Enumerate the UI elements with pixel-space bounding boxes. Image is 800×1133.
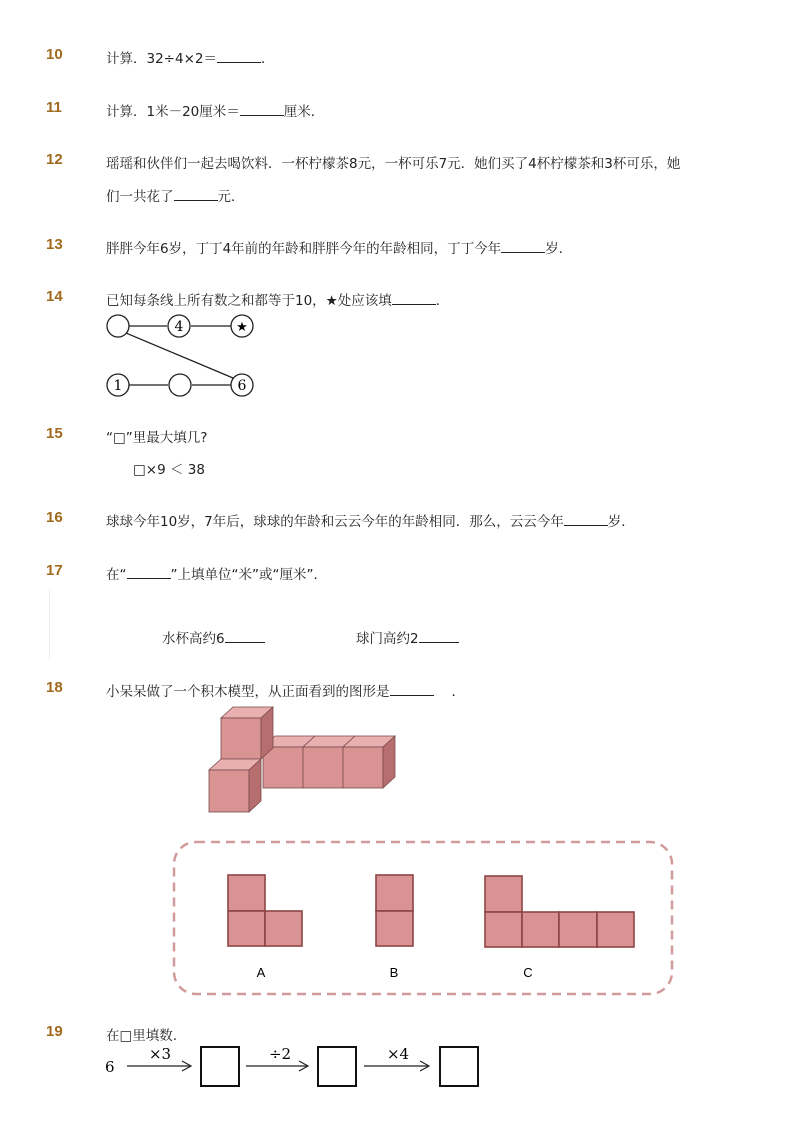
margin-line — [49, 590, 50, 660]
question-text — [106, 680, 465, 700]
answer-blank[interactable] — [174, 187, 218, 201]
cube-front-face — [221, 718, 261, 759]
option-a-square — [228, 875, 265, 911]
cube-front-face — [209, 770, 249, 812]
cube-front-face — [263, 747, 303, 788]
option-c-square — [597, 912, 634, 947]
question-text — [106, 237, 572, 257]
question-text-before: 们一共花了 — [106, 189, 174, 205]
block-model-figure — [200, 700, 410, 820]
option-a-square — [228, 911, 265, 946]
question-text — [106, 563, 327, 583]
question-text-after: ． — [260, 51, 275, 67]
option-b-square — [376, 875, 413, 911]
question-text-after: ． — [451, 684, 465, 700]
question-text-after: ”上填单位“米”或“厘米”． — [170, 567, 327, 583]
option-c-square — [522, 912, 559, 947]
sub-item-text: 水杯高约6 — [162, 631, 225, 647]
option-c-square — [559, 912, 597, 947]
answer-box[interactable] — [440, 1047, 478, 1086]
question-number: 15 — [46, 425, 63, 442]
question-text — [106, 100, 324, 120]
answer-blank[interactable] — [217, 49, 261, 63]
answer-blank[interactable] — [501, 239, 545, 253]
option-label-c: C — [523, 965, 533, 980]
question-text-before: 小呆呆做了一个积木模型，从正面看到的图形是 — [106, 684, 390, 700]
question-number: 14 — [46, 288, 63, 305]
option-c-square — [485, 912, 522, 947]
answer-blank[interactable] — [390, 682, 434, 696]
question-number: 11 — [46, 99, 62, 116]
question-number: 12 — [46, 151, 63, 168]
option-a-square — [265, 911, 302, 946]
operation-label: ÷2 — [268, 1045, 292, 1063]
node-label: 4 — [174, 319, 184, 335]
sub-item-text: 球门高约2 — [356, 631, 419, 647]
start-number: 6 — [105, 1058, 115, 1076]
quote-blank — [127, 565, 171, 579]
cube-front-face — [303, 747, 343, 788]
star-node-label: ★ — [236, 320, 248, 335]
question-text-line2 — [106, 185, 245, 205]
question-text — [106, 289, 449, 309]
answer-blank[interactable] — [225, 629, 265, 643]
answer-blank[interactable] — [419, 629, 459, 643]
question-number: 19 — [46, 1023, 63, 1040]
question-text-before: 在“ — [106, 567, 127, 583]
question-text-before: 计算．32÷4×2＝ — [106, 51, 217, 67]
option-c-square — [485, 876, 522, 912]
sub-item-1 — [162, 627, 265, 647]
question-text-after: 元． — [217, 189, 245, 205]
number-line-diagram — [100, 310, 260, 400]
question-number: 17 — [46, 562, 63, 579]
answer-blank[interactable] — [564, 512, 608, 526]
question-number: 10 — [46, 46, 63, 63]
operation-chain — [100, 1042, 490, 1092]
diagram-node — [107, 315, 129, 337]
options-box — [172, 840, 674, 996]
question-text-before: 球球今年10岁，7年后，球球的年龄和云云今年的年龄相同．那么，云云今年 — [106, 514, 564, 530]
question-text: 在□里填数. — [106, 1028, 178, 1044]
option-label-b: B — [389, 965, 399, 980]
node-label: 6 — [237, 378, 247, 394]
operation-label: ×4 — [386, 1045, 410, 1063]
sub-item-2 — [356, 627, 459, 647]
node-label: 1 — [113, 378, 123, 394]
question-text — [106, 510, 635, 530]
diagram-node — [169, 374, 191, 396]
question-number: 18 — [46, 679, 63, 696]
answer-box[interactable] — [201, 1047, 239, 1086]
question-text: “□”里最大填几? — [106, 430, 208, 446]
cube-front-face — [343, 747, 383, 788]
inequality-expression: □×9 ＜ 38 — [133, 462, 205, 478]
question-text-before: 计算．1米－20厘米＝ — [106, 104, 240, 120]
answer-blank[interactable] — [392, 291, 436, 305]
answer-blank[interactable] — [240, 102, 284, 116]
question-text-after: ． — [435, 293, 450, 309]
operation-label: ×3 — [148, 1045, 172, 1063]
answer-box[interactable] — [318, 1047, 356, 1086]
option-b-square — [376, 911, 413, 946]
question-text-after: 厘米． — [283, 104, 325, 120]
diagram-line — [126, 333, 233, 378]
question-text-before: 胖胖今年6岁，丁丁4年前的年龄和胖胖今年的年龄相同，丁丁今年 — [106, 241, 502, 257]
question-number: 13 — [46, 236, 63, 253]
question-text-before: 已知每条线上所有数之和都等于10，★处应该填 — [106, 293, 392, 309]
question-text — [106, 47, 274, 67]
question-text-after: 岁． — [607, 514, 635, 530]
question-number: 16 — [46, 509, 63, 526]
option-label-a: A — [256, 965, 266, 980]
question-text-after: 岁． — [545, 241, 573, 257]
question-text-line1: 瑶瑶和伙伴们一起去喝饮料．一杯柠檬茶8元，一杯可乐7元．她们买了4杯柠檬茶和3杯可乐，她 — [106, 156, 681, 172]
